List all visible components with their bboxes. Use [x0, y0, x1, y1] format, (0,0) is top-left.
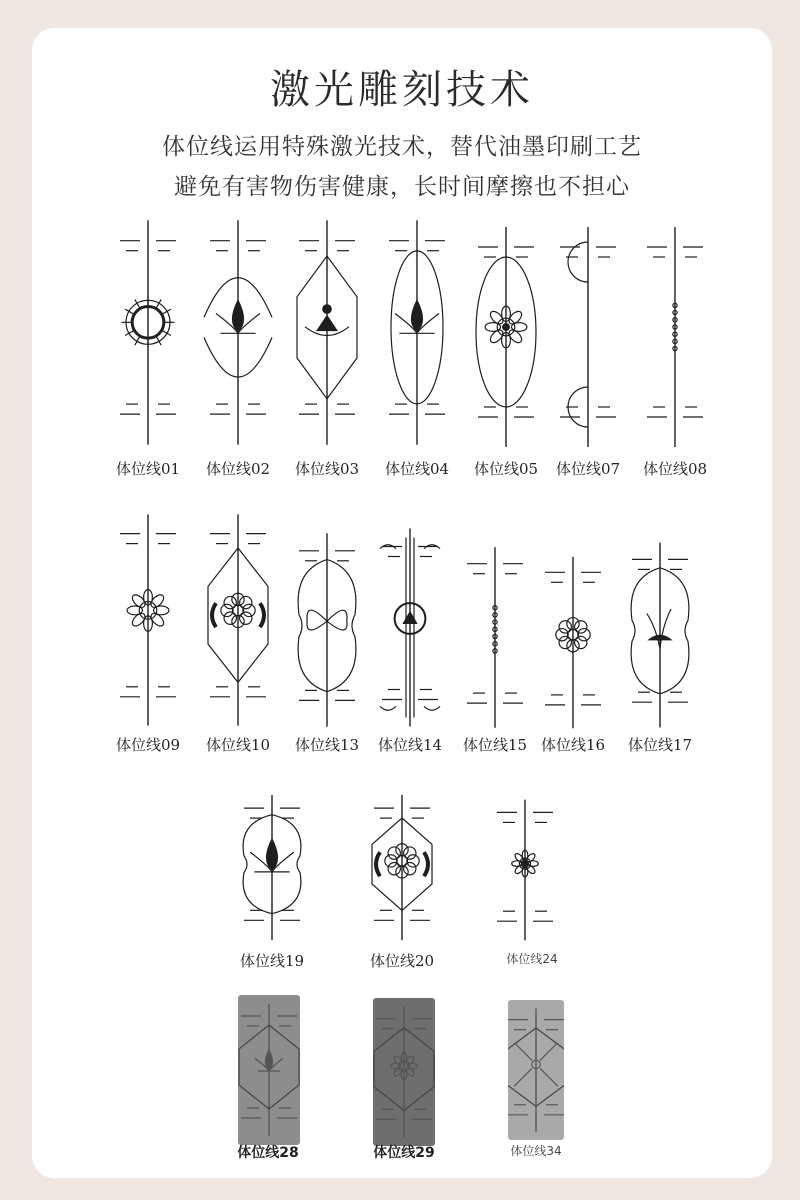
mandala-petal [507, 309, 524, 326]
pattern-item [508, 1000, 564, 1140]
pattern-label: 体位线20 [369, 952, 435, 970]
page-title: 激光雕刻技术 [270, 67, 534, 113]
subtitle-line-2: 避免有害物伤害健康，长时间摩擦也不担心 [174, 174, 630, 200]
dancer-figure [522, 860, 529, 867]
pattern-illustration [490, 790, 560, 950]
pattern-item [635, 212, 715, 462]
emblem-triangle [402, 611, 417, 624]
flower-petal [556, 629, 568, 641]
om-glyph [502, 323, 510, 331]
figure-head [322, 304, 332, 314]
pattern-illustration [362, 785, 442, 950]
pattern-item [533, 545, 613, 740]
lotus-petal-center [267, 839, 278, 870]
figure-body [316, 315, 338, 332]
pattern-label: 体位线19 [239, 952, 305, 970]
flower-petal [578, 629, 590, 641]
pattern-illustration [108, 500, 188, 740]
pattern-item [198, 205, 278, 460]
pattern-illustration [620, 530, 700, 740]
pattern-illustration [548, 212, 628, 462]
pattern-item [232, 785, 312, 950]
pattern-label: 体位线08 [642, 460, 708, 478]
pattern-item [373, 998, 435, 1146]
wing-left [376, 852, 380, 876]
pattern-item [287, 205, 367, 460]
pattern-item [548, 212, 628, 462]
pattern-label: 体位线02 [205, 460, 271, 478]
subtitle-line-1: 体位线运用特殊激光技术，替代油墨印刷工艺 [162, 134, 642, 160]
flower-petal [221, 604, 233, 616]
pattern-item [370, 515, 450, 740]
pattern-item [377, 205, 457, 460]
pattern-illustration [455, 535, 535, 740]
half-mandala-top [568, 242, 588, 282]
pattern-label: 体位线05 [473, 460, 539, 478]
mandala-petal [149, 593, 166, 610]
flower-petal [243, 604, 255, 616]
butterfly-wing-left [307, 610, 327, 630]
pattern-illustration [287, 205, 367, 460]
pattern-illustration [373, 998, 435, 1146]
pattern-item [455, 535, 535, 740]
pattern-label: 体位线13 [294, 736, 360, 754]
lotus-petal-center [233, 300, 244, 331]
pattern-item [287, 520, 367, 740]
pattern-label: 体位线04 [384, 460, 450, 478]
pattern-illustration [108, 205, 188, 460]
pattern-label: 体位线24 [506, 952, 558, 966]
pattern-item [108, 205, 188, 460]
wing-right [424, 852, 428, 876]
pattern-item [198, 500, 278, 740]
pattern-illustration [508, 1000, 564, 1140]
pattern-illustration [198, 500, 278, 740]
lotus-sprout-stems [647, 609, 671, 649]
pattern-label: 体位线03 [294, 460, 360, 478]
pattern-label: 体位线10 [205, 736, 271, 754]
pattern-label: 体位线15 [462, 736, 528, 754]
pattern-label: 体位线01 [115, 460, 181, 478]
pattern-illustration [238, 995, 300, 1145]
pattern-illustration [287, 520, 367, 740]
pattern-item [490, 790, 560, 950]
pattern-illustration [377, 205, 457, 460]
pattern-label: 体位线28 [237, 1145, 299, 1161]
pattern-item [466, 212, 546, 462]
pattern-illustration [370, 515, 450, 740]
pattern-label: 体位线17 [627, 736, 693, 754]
lotus-petal-center [412, 300, 423, 331]
pattern-illustration [635, 212, 715, 462]
pattern-label: 体位线34 [510, 1144, 562, 1158]
pattern-label: 体位线16 [540, 736, 606, 754]
pattern-illustration [533, 545, 613, 740]
pattern-illustration [198, 205, 278, 460]
wing-right [260, 603, 264, 627]
pattern-label: 体位线07 [555, 460, 621, 478]
wing-left [212, 603, 216, 627]
pattern-label: 体位线29 [373, 1145, 435, 1161]
pattern-label: 体位线14 [377, 736, 443, 754]
pattern-item [362, 785, 442, 950]
pattern-item [238, 995, 300, 1145]
flower-petal [385, 855, 397, 867]
pattern-item [620, 530, 700, 740]
pattern-illustration [232, 785, 312, 950]
pattern-illustration [466, 212, 546, 462]
pattern-label: 体位线09 [115, 736, 181, 754]
lotus-sprout-base [649, 635, 671, 639]
pattern-item [108, 500, 188, 740]
butterfly-wing-right [327, 610, 347, 630]
flower-petal [407, 855, 419, 867]
